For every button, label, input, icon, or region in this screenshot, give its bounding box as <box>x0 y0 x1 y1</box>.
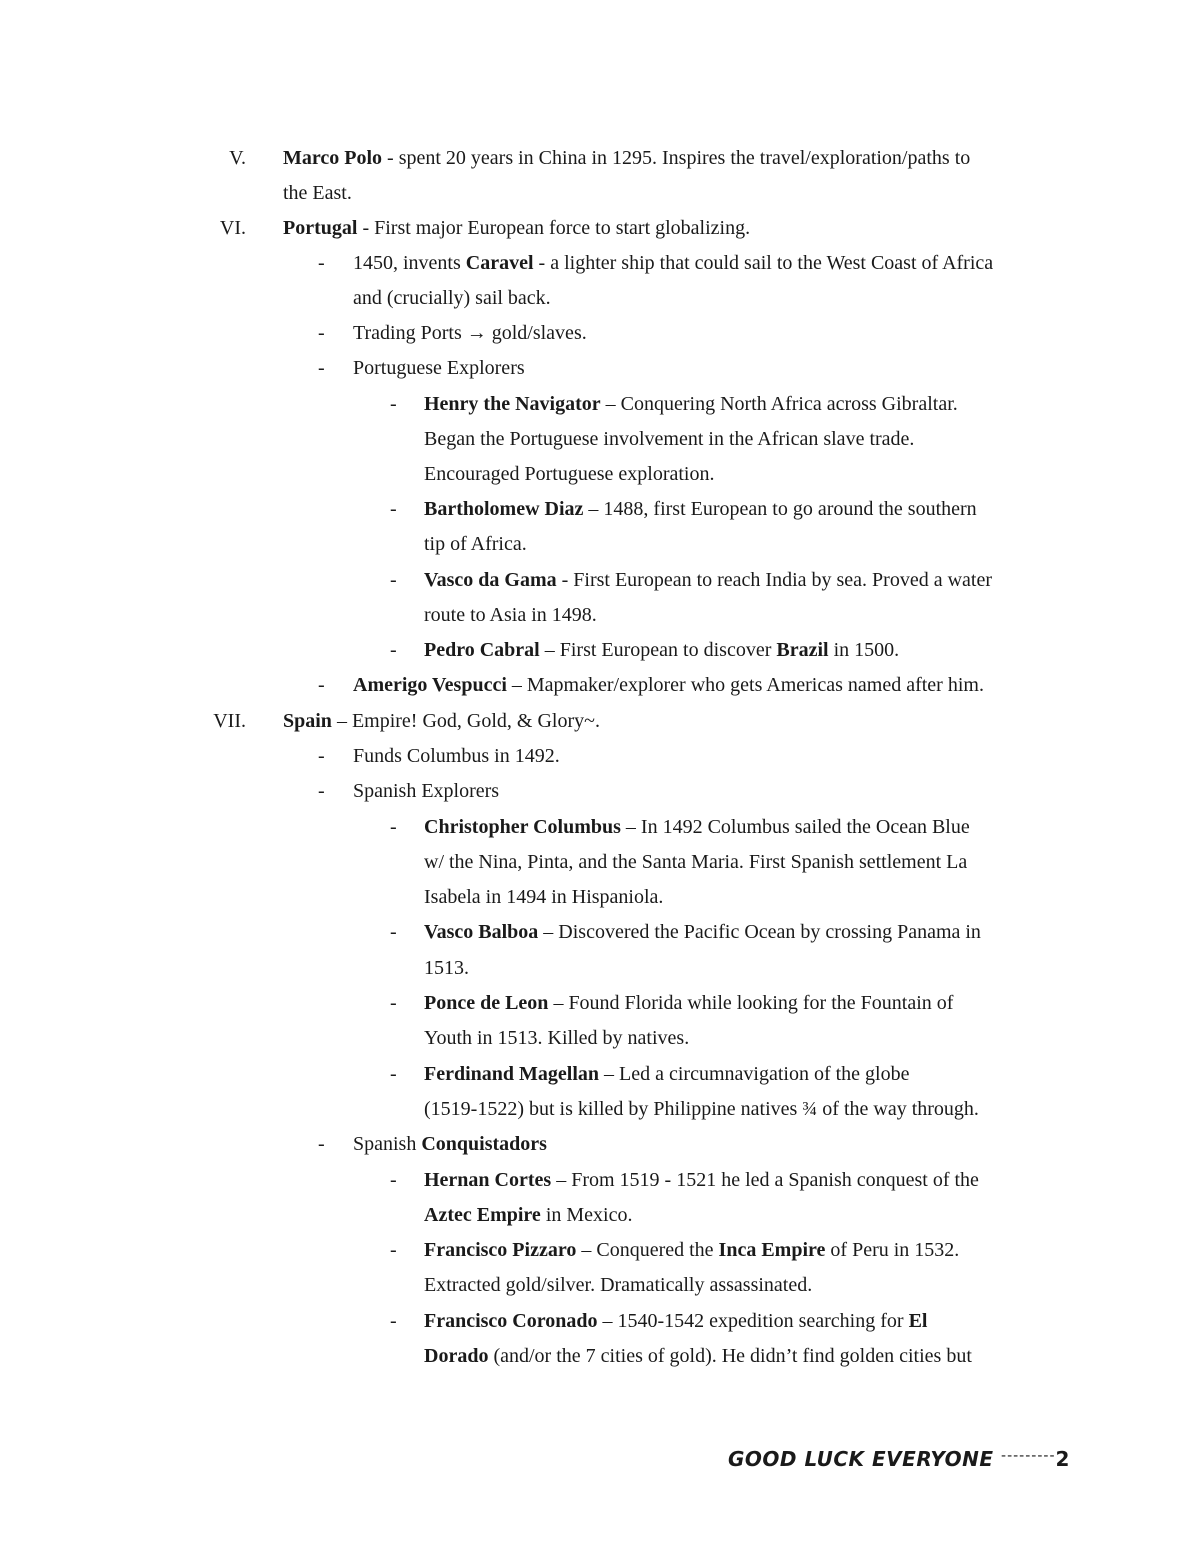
list-item-cont: route to Asia in 1498. <box>424 604 597 626</box>
list-item: Funds Columbus in 1492. <box>353 745 560 767</box>
page-number: 2 <box>1055 1447 1070 1471</box>
list-item-cont: Dorado (and/or the 7 cities of gold). He didn’t find golden cities but <box>424 1345 972 1367</box>
bullet-dash: - <box>390 1310 397 1332</box>
section-heading-spain: Spain – Empire! God, Gold, & Glory~. <box>283 710 600 732</box>
list-item-cont: (1519-1522) but is killed by Philippine natives ¾ of the way through. <box>424 1098 979 1120</box>
bullet-dash: - <box>318 780 325 802</box>
bullet-dash: - <box>390 816 397 838</box>
bullet-dash: - <box>318 674 325 696</box>
section-number: V. <box>229 147 246 169</box>
list-item: Vasco da Gama - First European to reach India by sea. Proved a water <box>424 569 993 591</box>
bullet-dash: - <box>390 498 397 520</box>
bullet-dash: - <box>390 992 397 1014</box>
list-item: Trading Ports → gold/slaves. <box>353 322 587 344</box>
page-footer <box>728 1447 1070 1471</box>
list-item: Spanish Conquistadors <box>353 1133 547 1155</box>
section-text: the East. <box>283 182 352 204</box>
list-item: Spanish Explorers <box>353 780 500 802</box>
bullet-dash: - <box>390 393 397 415</box>
bullet-dash: - <box>390 1169 397 1191</box>
list-item: Bartholomew Diaz – 1488, first European to go around the southern <box>424 498 977 520</box>
list-item-cont: w/ the Nina, Pinta, and the Santa Maria. First Spanish settlement La <box>424 851 968 873</box>
list-item-cont: tip of Africa. <box>424 533 527 555</box>
list-item-cont: Encouraged Portuguese exploration. <box>424 463 715 485</box>
list-item-cont: Youth in 1513. Killed by natives. <box>424 1027 690 1049</box>
section-heading-portugal: Portugal - First major European force to start globalizing. <box>283 217 751 239</box>
list-item: 1450, invents Caravel - a lighter ship that could sail to the West Coast of Africa <box>353 252 994 274</box>
list-item: Pedro Cabral – First European to discover Brazil in 1500. <box>424 639 900 661</box>
list-item: Vasco Balboa – Discovered the Pacific Ocean by crossing Panama in <box>424 921 981 943</box>
bullet-dash: - <box>318 1133 325 1155</box>
list-item: Portuguese Explorers <box>353 357 525 379</box>
bullet-dash: - <box>318 322 325 344</box>
list-item-cont: Extracted gold/silver. Dramatically assassinated. <box>424 1274 813 1296</box>
bullet-dash: - <box>390 569 397 591</box>
list-item: Henry the Navigator – Conquering North Africa across Gibraltar. <box>424 393 958 415</box>
footer-dots: --------- <box>1001 1448 1056 1464</box>
list-item-cont: Aztec Empire in Mexico. <box>424 1204 633 1226</box>
list-item: Francisco Pizzaro – Conquered the Inca Empire of Peru in 1532. <box>424 1239 960 1261</box>
list-item-cont: Isabela in 1494 in Hispaniola. <box>424 886 664 908</box>
list-item: Christopher Columbus – In 1492 Columbus sailed the Ocean Blue <box>424 816 970 838</box>
bullet-dash: - <box>390 921 397 943</box>
bullet-dash: - <box>390 639 397 661</box>
bullet-dash: - <box>390 1239 397 1261</box>
bullet-dash: - <box>318 745 325 767</box>
list-item: Ferdinand Magellan – Led a circumnavigation of the globe <box>424 1063 910 1085</box>
list-item: Ponce de Leon – Found Florida while looking for the Fountain of <box>424 992 954 1014</box>
list-item-cont: 1513. <box>424 957 469 979</box>
list-item: Amerigo Vespucci – Mapmaker/explorer who gets Americas named after him. <box>353 674 984 696</box>
list-item: Hernan Cortes – From 1519 - 1521 he led a Spanish conquest of the <box>424 1169 979 1191</box>
footer-text: GOOD LUCK EVERYONE <box>728 1447 994 1471</box>
section-number: VII. <box>213 710 246 732</box>
bullet-dash: - <box>318 252 325 274</box>
bullet-dash: - <box>390 1063 397 1085</box>
bullet-dash: - <box>318 357 325 379</box>
section-number: VI. <box>219 217 246 239</box>
list-item: Francisco Coronado – 1540-1542 expedition searching for El <box>424 1310 928 1332</box>
list-item-cont: and (crucially) sail back. <box>353 287 551 309</box>
section-heading-marco-polo: Marco Polo - spent 20 years in China in 1295. Inspires the travel/exploration/paths to <box>283 147 971 169</box>
list-item-cont: Began the Portuguese involvement in the African slave trade. <box>424 428 915 450</box>
